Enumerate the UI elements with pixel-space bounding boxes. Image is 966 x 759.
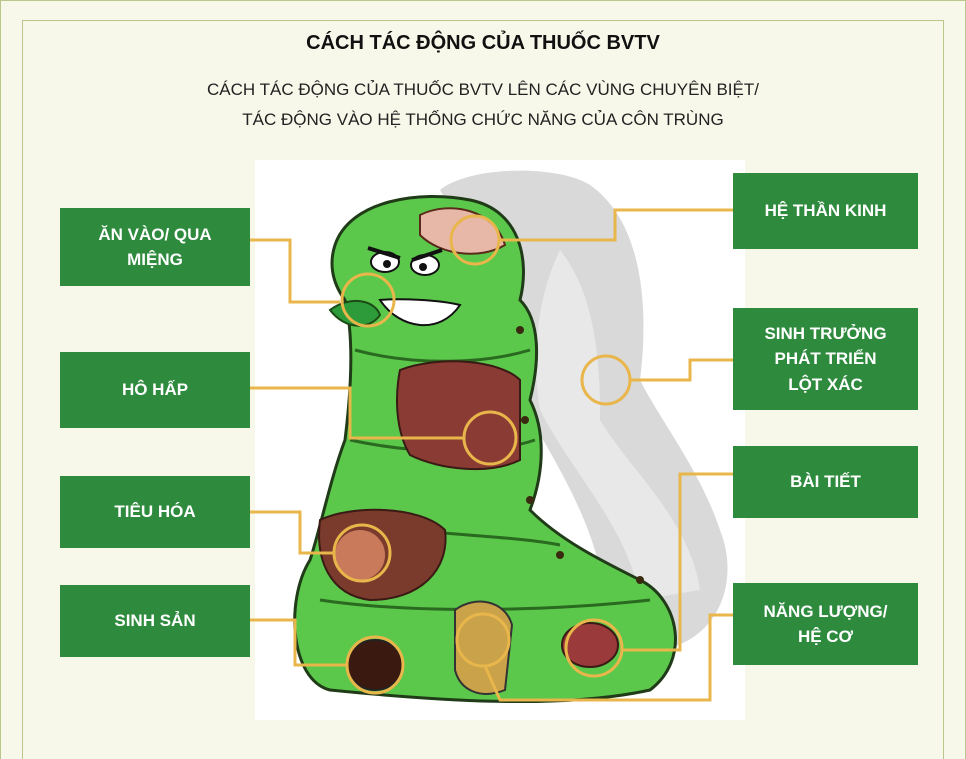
- label-respiration: HÔ HẤP: [60, 352, 250, 428]
- subtitle-line-2: TÁC ĐỘNG VÀO HỆ THỐNG CHỨC NĂNG CỦA CÔN TRÙNG: [242, 110, 724, 129]
- subtitle-line-1: CÁCH TÁC ĐỘNG CỦA THUỐC BVTV LÊN CÁC VÙNG CHUYÊN BIỆT/: [207, 80, 759, 99]
- label-nervous-system: HỆ THẦN KINH: [733, 173, 918, 249]
- label-excretion: BÀI TIẾT: [733, 446, 918, 518]
- reproductive-cutaway: [347, 640, 403, 690]
- label-ingestion-line1: ĂN VÀO/ QUA: [98, 224, 212, 244]
- label-digestion: TIÊU HÓA: [60, 476, 250, 548]
- label-reproduction: SINH SẢN: [60, 585, 250, 657]
- label-growth-molting: SINH TRƯỞNG PHÁT TRIỂN LỘT XÁC: [733, 308, 918, 410]
- label-ingestion-line2: MIỆNG: [127, 250, 183, 269]
- label-ingestion: [60, 208, 250, 286]
- page-title: CÁCH TÁC ĐỘNG CỦA THUỐC BVTV: [306, 32, 660, 54]
- label-energy-muscle: NĂNG LƯỢNG/ HỆ CƠ: [733, 583, 918, 665]
